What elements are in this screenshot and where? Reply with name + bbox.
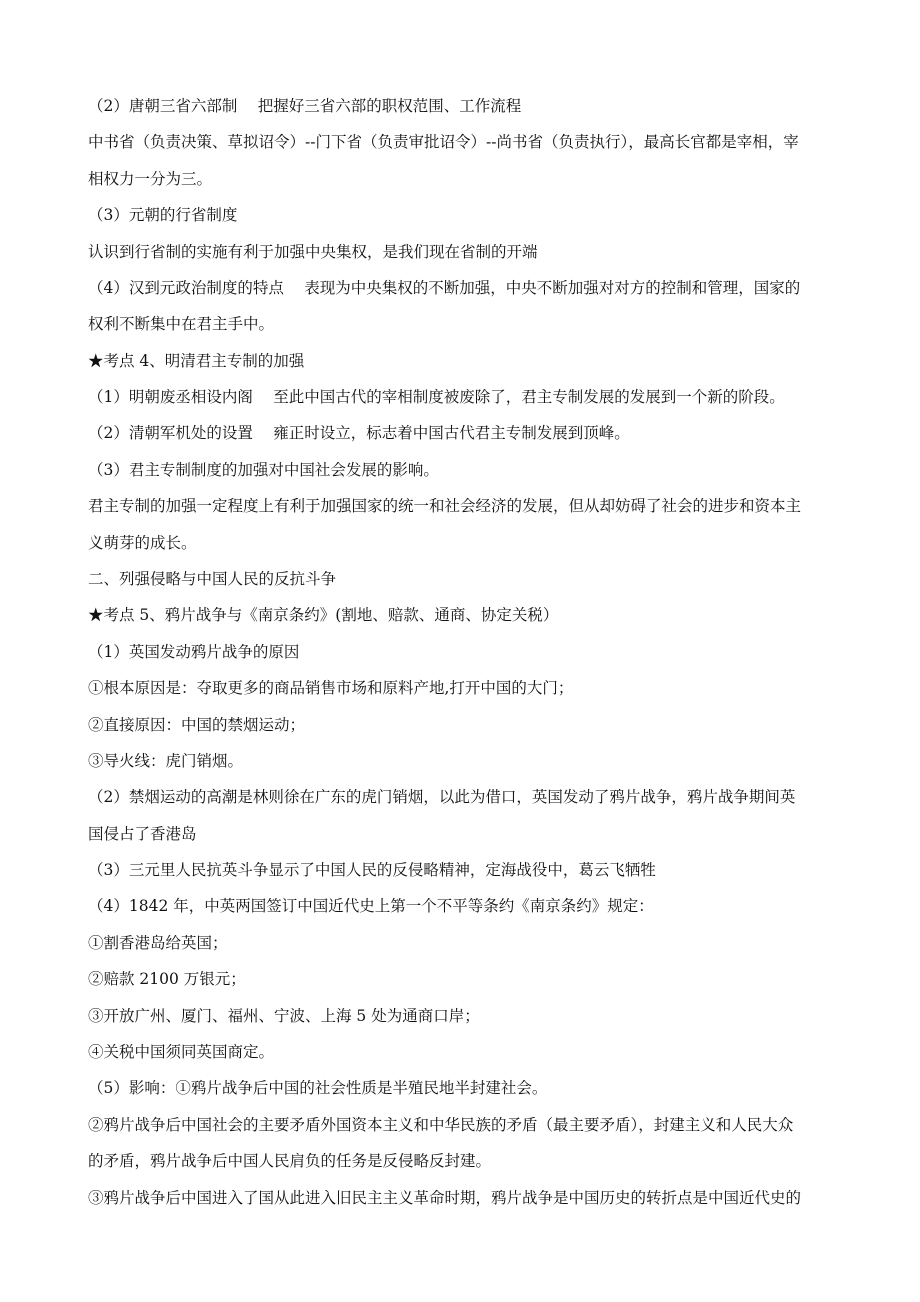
- exam-point-4-heading: ★考点 4、明清君主专制的加强: [88, 352, 305, 370]
- paragraph-line: 义萌芽的成长。: [88, 534, 197, 552]
- subheading-qing-council: （2）清朝军机处的设置 雍正时设立，标志着中国古代君主专制发展到顶峰。: [88, 424, 630, 442]
- paragraph-line: 国侵占了香港岛: [88, 825, 197, 843]
- section-heading-2: 二、列强侵略与中国人民的反抗斗争: [88, 570, 337, 588]
- subheading-yuan-province: （3）元朝的行省制度: [88, 206, 238, 224]
- paragraph-line: 中书省（负责决策、草拟诏令）--门下省（负责审批诏令）--尚书省（负责执行），最高长官都是宰相，宰: [88, 133, 799, 151]
- subheading-ming-cabinet: （1）明朝废丞相设内阁 至此中国古代的宰相制度被废除了，君主专制发展的发展到一个新的阶段。: [88, 388, 785, 406]
- subheading-war-causes: （1）英国发动鸦片战争的原因: [88, 643, 300, 661]
- subheading-tang-system: （2）唐朝三省六部制 把握好三省六部的职权范围、工作流程: [88, 97, 522, 115]
- paragraph-line: 权利不断集中在君主手中。: [88, 315, 275, 333]
- subheading-nanjing-treaty: （4）1842 年，中英两国签订中国近代史上第一个不平等条约《南京条约》规定：: [88, 897, 654, 915]
- list-item: ③导火线：虎门销烟。: [88, 752, 244, 770]
- subheading-sanyuanli: （3）三元里人民抗英斗争显示了中国人民的反侵略精神，定海战役中，葛云飞牺牲: [88, 861, 656, 879]
- list-item: ①根本原因是：夺取更多的商品销售市场和原料产地,打开中国的大门；: [88, 679, 574, 697]
- list-item: ②直接原因：中国的禁烟运动；: [88, 716, 306, 734]
- paragraph-line: 的矛盾，鸦片战争后中国人民肩负的任务是反侵略反封建。: [88, 1152, 492, 1170]
- subheading-han-yuan-features: （4）汉到元政治制度的特点 表现为中央集权的不断加强，中央不断加强对对方的控制和管理，国家的: [88, 279, 801, 297]
- paragraph-line: 君主专制的加强一定程度上有利于加强国家的统一和社会经济的发展，但从却妨碍了社会的进步和资本主: [88, 497, 802, 515]
- list-item: ③开放广州、厦门、福州、宁波、上海 5 处为通商口岸；: [88, 1007, 480, 1025]
- subheading-opium-ban: （2）禁烟运动的高潮是林则徐在广东的虎门销烟，以此为借口，英国发动了鸦片战争，鸦片战争期间英: [88, 788, 796, 806]
- list-item: ②鸦片战争后中国社会的主要矛盾外国资本主义和中华民族的矛盾（最主要矛盾），封建主义和人民大众: [88, 1116, 794, 1134]
- list-item: ②赔款 2100 万银元；: [88, 970, 246, 988]
- subheading-autocracy-impact: （3）君主专制制度的加强对中国社会发展的影响。: [88, 461, 439, 479]
- list-item: ③鸦片战争后中国进入了国从此进入旧民主主义革命时期，鸦片战争是中国历史的转折点是中国近代史的: [88, 1189, 802, 1207]
- list-item: ①割香港岛给英国；: [88, 934, 228, 952]
- list-item: ④关税中国须同英国商定。: [88, 1043, 275, 1061]
- paragraph-line: 认识到行省制的实施有利于加强中央集权，是我们现在省制的开端: [88, 243, 538, 261]
- exam-point-5-heading: ★考点 5、鸦片战争与《南京条约》(割地、赔款、通商、协定关税）: [88, 606, 559, 624]
- paragraph-line: 相权力一分为三。: [88, 170, 213, 188]
- subheading-impact: （5）影响：①鸦片战争后中国的社会性质是半殖民地半封建社会。: [88, 1079, 548, 1097]
